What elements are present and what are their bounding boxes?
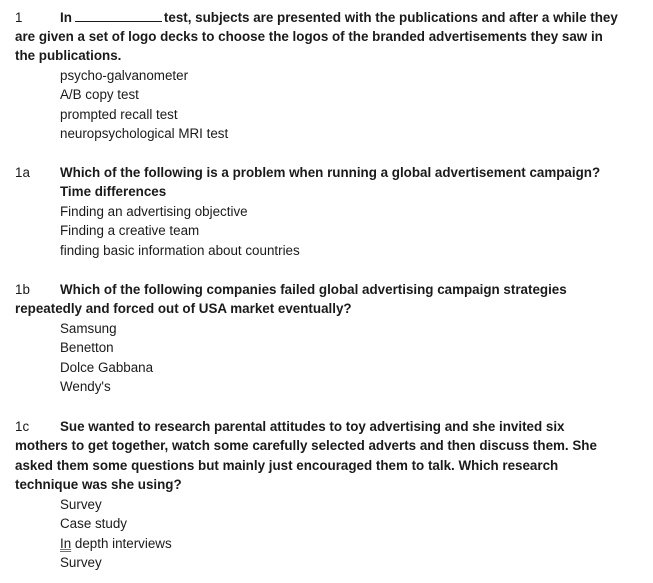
question-1b-option-2: Benetton bbox=[60, 340, 114, 355]
question-1-stem-line-2: are given a set of logo decks to choose the logos of the branded advertisements they saw in bbox=[15, 29, 603, 44]
question-1c-number: 1c bbox=[15, 419, 30, 434]
spellcheck-underlined-word: In bbox=[60, 536, 72, 551]
question-1c-stem-text: Sue wanted to research parental attitudes to toy advertising and she invited six bbox=[60, 419, 565, 434]
question-1c-stem-line-4: technique was she using? bbox=[15, 477, 182, 492]
question-1a-option-2: Finding an advertising objective bbox=[60, 204, 248, 219]
question-1-blank bbox=[75, 9, 162, 22]
question-1-option-1: psycho-galvanometer bbox=[60, 68, 189, 83]
question-1c-option-3-rest: depth interviews bbox=[71, 536, 172, 551]
question-1-stem-line-1 bbox=[15, 8, 645, 28]
question-1-option-3: prompted recall test bbox=[60, 107, 178, 122]
question-1a-option-3: Finding a creative team bbox=[60, 223, 200, 238]
question-1c-option-2: Case study bbox=[60, 516, 127, 531]
question-1b-option-4: Wendy's bbox=[60, 379, 111, 394]
question-1-stem-line-3: the publications. bbox=[15, 48, 122, 63]
question-1c-option-3 bbox=[60, 534, 172, 554]
question-1a-stem-line-1 bbox=[15, 163, 645, 183]
question-1c-stem-line-1 bbox=[15, 417, 645, 437]
question-1-option-4: neuropsychological MRI test bbox=[60, 126, 229, 141]
question-1c-option-4: Survey bbox=[60, 555, 102, 570]
question-1c-option-1: Survey bbox=[60, 497, 102, 512]
question-1-number: 1 bbox=[15, 10, 23, 25]
question-1a-number: 1a bbox=[15, 165, 30, 180]
question-1-option-2: A/B copy test bbox=[60, 87, 139, 102]
question-1-stem-post: test, subjects are presented with the publications and after a while they bbox=[163, 10, 618, 25]
question-1a-option-4: finding basic information about countries bbox=[60, 243, 300, 258]
question-1a-stem-text: Which of the following is a problem when running a global advertisement campaign? bbox=[60, 165, 601, 180]
question-1b-option-3: Dolce Gabbana bbox=[60, 360, 154, 375]
question-1b-stem-line-2: repeatedly and forced out of USA market eventually? bbox=[15, 301, 352, 316]
question-1b-number: 1b bbox=[15, 282, 30, 297]
question-1-stem-pre: In bbox=[60, 10, 72, 25]
question-1c-stem-line-2: mothers to get together, watch some carefully selected adverts and then discuss them. She bbox=[15, 438, 597, 453]
question-1b-option-1: Samsung bbox=[60, 321, 117, 336]
question-1b-stem-text: Which of the following companies failed global advertising campaign strategies bbox=[60, 282, 567, 297]
question-1b-stem-line-1 bbox=[15, 280, 645, 300]
question-1c-stem-line-3: asked them some questions but mainly just encouraged them to talk. Which research bbox=[15, 458, 559, 473]
question-1a-option-1: Time differences bbox=[60, 184, 167, 199]
